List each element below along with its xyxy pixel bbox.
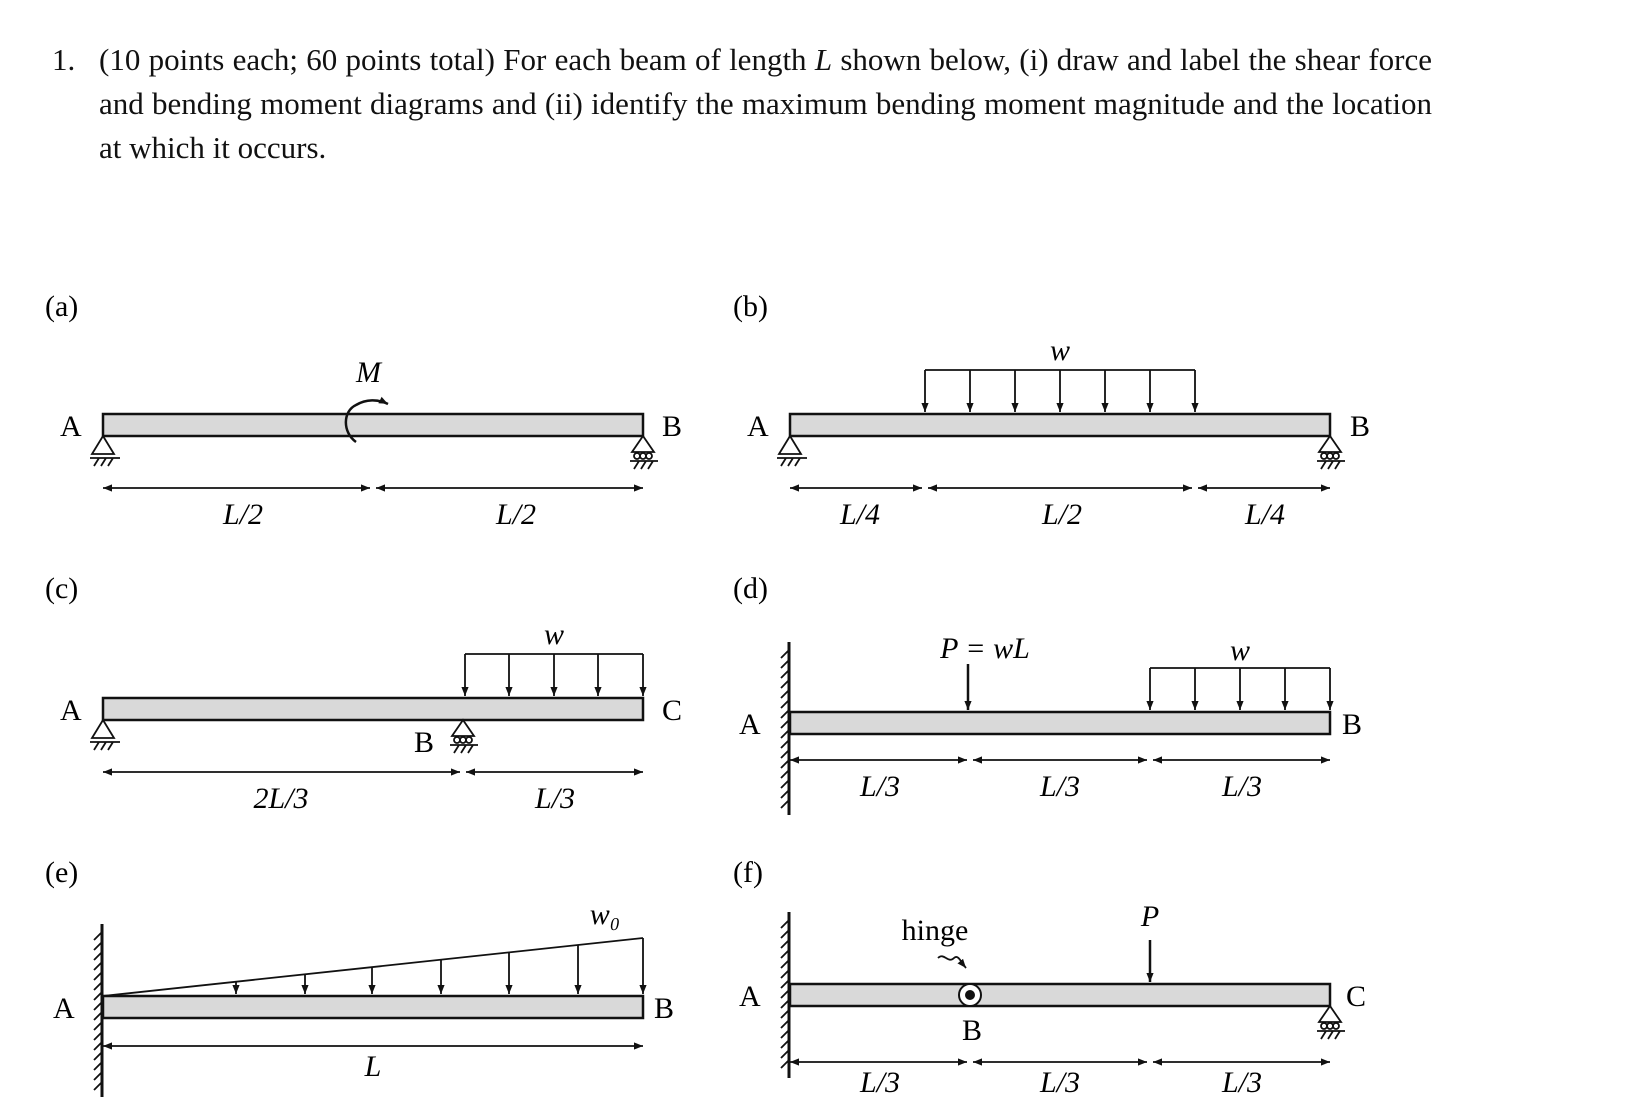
beam-c-dim-1: 2L/3 [253,782,309,815]
beam-f-dim-1: L/3 [859,1066,901,1099]
beam-f-label-c: C [1346,980,1367,1013]
beam-b-bar [790,414,1330,436]
beam-a-label-b: B [662,410,683,443]
beam-d-tag: (d) [733,572,768,605]
beam-e [45,856,674,1097]
distributed-load-icon [465,654,643,696]
beam-a-label-a: A [60,410,82,443]
beam-d-bar [790,712,1330,734]
beam-b-label-b: B [1350,410,1371,443]
pin-support-icon [90,436,120,466]
beam-d-label-b: B [1342,708,1363,741]
beam-b-tag: (b) [733,290,768,323]
pin-support-icon [777,436,807,466]
problem-text-part-2: shown below, (i) draw and label the shear force and bending moment diagrams and (ii) identify the maximum bending moment magnitude and the location at which it occurs. [99,42,1433,165]
beam-e-bar [103,996,643,1018]
fixed-wall-icon [94,924,102,1097]
beam-a-dim-1: L/2 [222,498,264,531]
beam-f-dim-2: L/3 [1039,1066,1081,1099]
beam-e-tag: (e) [45,856,79,889]
beam-c-bar [103,698,643,720]
hinge-icon [959,984,981,1006]
beam-b-dim-3: L/4 [1244,498,1286,531]
roller-support-icon [450,720,478,753]
problem-text-part-1: (10 points each; 60 points total) For each beam of length [99,42,815,77]
beam-f-bar [790,984,1330,1006]
beam-a-bar [103,414,643,436]
beam-e-label-a: A [53,992,75,1025]
problem-number: 1. [52,42,76,77]
beam-a-tag: (a) [45,290,79,323]
beam-c-label-a: A [60,694,82,727]
triangular-load-icon [103,938,643,996]
beam-c-label-b: B [414,726,435,759]
beam-f [733,856,1366,1099]
beam-c-dim-2: L/3 [534,782,576,815]
roller-support-icon [630,436,658,469]
fixed-wall-icon [781,642,789,815]
beam-d-label-a: A [739,708,761,741]
beam-c-load-label: w [543,618,565,651]
beam-a-moment-label: M [356,356,381,389]
roller-support-icon [1317,1006,1345,1039]
beam-d-dim-2: L/3 [1039,770,1081,803]
beam-e-dim-1: L [364,1050,382,1083]
beam-c-label-c: C [662,694,683,727]
beam-e-load-label: w₀ [589,898,621,931]
beam-d [733,572,1362,815]
beam-c-tag: (c) [45,572,79,605]
beam-f-label-b: B [961,1014,983,1047]
beam-b [733,290,1370,531]
beam-f-dim-3: L/3 [1221,1066,1263,1099]
beam-b-label-a: A [747,410,769,443]
beam-f-tag: (f) [733,856,763,889]
beam-b-dim-1: L/4 [839,498,881,531]
beam-b-load-label: w [1049,334,1071,367]
beam-d-dim-1: L/3 [859,770,901,803]
fixed-wall-icon [781,912,789,1078]
distributed-load-icon [925,370,1195,412]
beam-e-label-b: B [654,992,675,1025]
roller-support-icon [1317,436,1345,469]
beam-f-hinge-label: hinge [901,914,969,947]
beam-f-label-a: A [739,980,761,1013]
beam-d-point-load-label: P = wL [940,632,1030,665]
squiggle-arrow-icon [938,956,966,968]
pin-support-icon [90,720,120,750]
distributed-load-icon [1150,668,1330,710]
beam-c [45,572,682,815]
beam-d-dim-3: L/3 [1221,770,1263,803]
problem-text-variable: L [814,42,833,77]
beam-f-point-load-label: P [1140,900,1160,933]
beam-a [45,290,682,531]
beam-b-dim-2: L/2 [1041,498,1083,531]
beam-a-dim-2: L/2 [495,498,537,531]
beam-d-load-label: w [1229,634,1251,667]
